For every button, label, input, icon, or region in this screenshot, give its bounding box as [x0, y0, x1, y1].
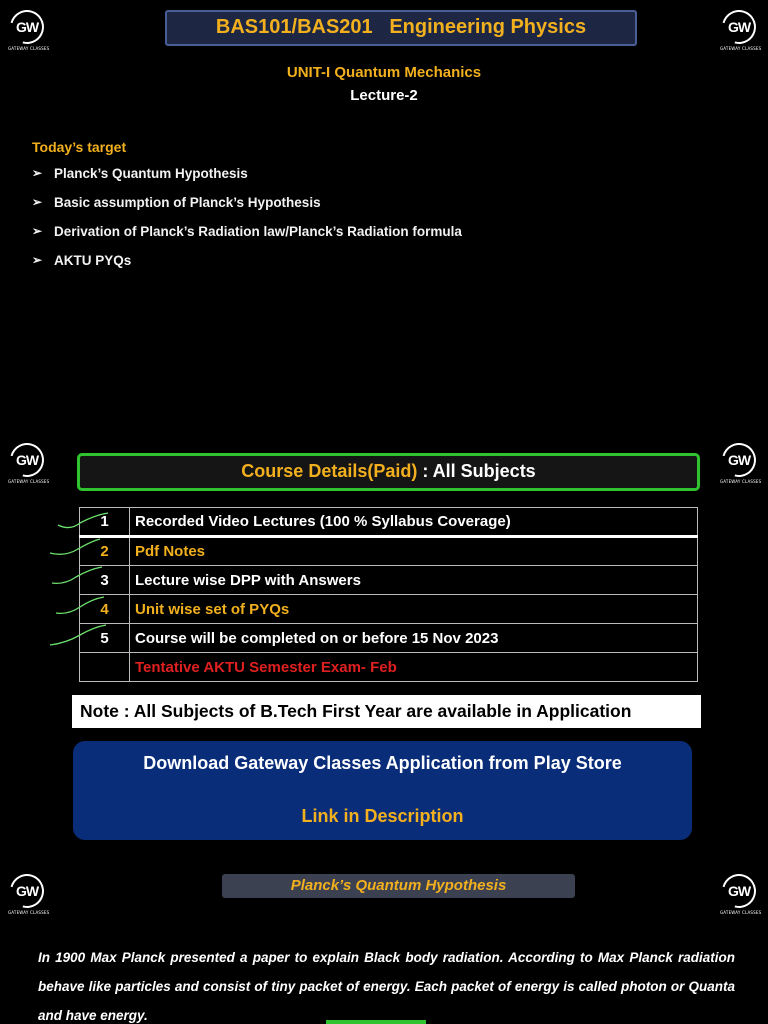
- arrow-bullet-icon: ➢: [32, 253, 43, 267]
- checkmark-icon: [58, 513, 108, 528]
- checkmark-icon: [56, 597, 104, 613]
- gateway-logo-top-right: GW GATEWAY CLASSES: [720, 10, 758, 51]
- course-title: BAS101/BAS201 Engineering Physics: [165, 10, 637, 46]
- unit-title: UNIT-I Quantum Mechanics: [286, 64, 482, 81]
- section-heading: Planck’s Quantum Hypothesis: [222, 874, 575, 898]
- table-row: 5 Course will be completed on or before 15 Nov 2023: [80, 624, 698, 653]
- todays-target-heading: Today’s target: [32, 139, 127, 155]
- target-item: ➢ AKTU PYQs: [32, 253, 132, 268]
- gateway-logo-mid-left: GW GATEWAY CLASSES: [8, 443, 46, 484]
- table-row: 1 Recorded Video Lectures (100 % Syllabus Coverage): [80, 508, 698, 537]
- checkmark-icon: [52, 567, 102, 583]
- handwritten-checkmarks: [40, 505, 120, 655]
- checkmark-icon: [50, 539, 100, 554]
- section-paragraph: In 1900 Max Planck presented a paper to explain Black body radiation. According to Max Planck radiation behave like particles and consist of tiny packet of energy. Each packet of energy is called photon or Quanta and have energy.: [38, 950, 735, 1023]
- target-list: [32, 166, 462, 282]
- target-item: ➢ Basic assumption of Planck’s Hypothesis: [32, 195, 321, 210]
- table-row: Tentative AKTU Semester Exam- Feb: [80, 653, 698, 682]
- gateway-logo-mid-right: GW GATEWAY CLASSES: [720, 443, 758, 484]
- checkmark-icon: [50, 625, 106, 645]
- lecture-number: Lecture-2: [350, 87, 418, 104]
- arrow-bullet-icon: ➢: [32, 224, 43, 238]
- target-item: ➢ Derivation of Planck’s Radiation law/Planck’s Radiation formula: [32, 224, 462, 239]
- course-details-table: [79, 507, 698, 682]
- gateway-logo-bottom-left: GW GATEWAY CLASSES: [8, 874, 46, 915]
- note-banner: Note : All Subjects of B.Tech First Year are available in Application: [72, 695, 701, 728]
- table-row: 2 Pdf Notes: [80, 537, 698, 566]
- divider: [326, 1020, 426, 1024]
- download-app-banner[interactable]: [73, 741, 692, 840]
- gateway-logo-bottom-right: GW GATEWAY CLASSES: [720, 874, 758, 915]
- arrow-bullet-icon: ➢: [32, 195, 43, 209]
- table-row: 3 Lecture wise DPP with Answers: [80, 566, 698, 595]
- link-in-description-text: Link in Description: [301, 806, 464, 826]
- target-item: ➢ Planck’s Quantum Hypothesis: [32, 166, 248, 181]
- course-details-banner: Course Details(Paid) : All Subjects: [77, 453, 700, 491]
- table-row: 4 Unit wise set of PYQs: [80, 595, 698, 624]
- download-text: Download Gateway Classes Application from Play Store: [143, 753, 622, 773]
- gateway-logo-top-left: GW GATEWAY CLASSES: [8, 10, 46, 51]
- arrow-bullet-icon: ➢: [32, 166, 43, 180]
